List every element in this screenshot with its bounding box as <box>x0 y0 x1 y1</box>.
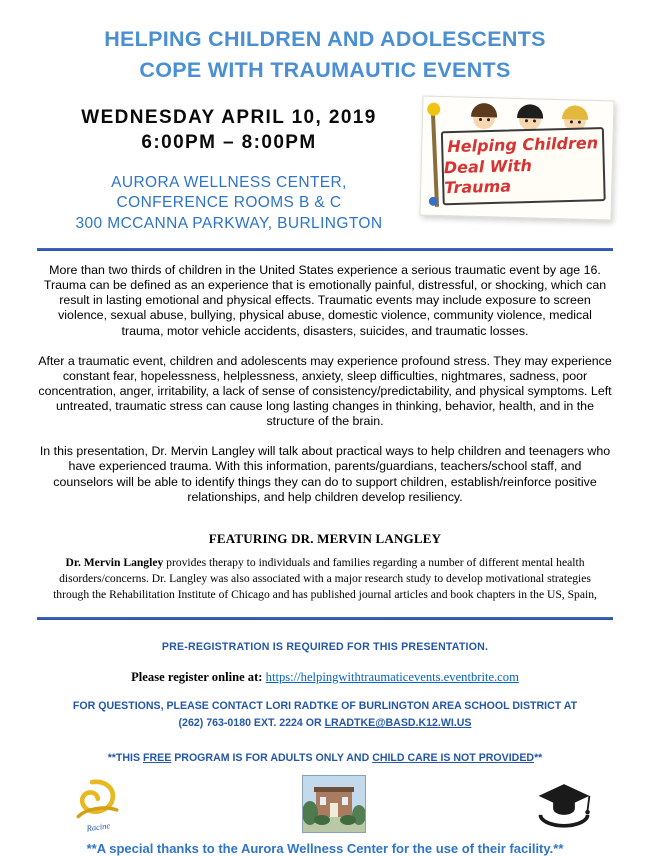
register-url-link[interactable]: https://helpingwithtraumaticevents.eventbrite.com <box>265 669 519 684</box>
sign-text-line-1: Helping Children <box>447 133 599 157</box>
speaker-name: Dr. Mervin Langley <box>65 555 164 569</box>
page-title <box>37 24 613 86</box>
free-note-prefix: **THIS <box>107 751 144 764</box>
hero-section <box>37 98 613 234</box>
clipart-sign <box>441 127 606 205</box>
questions-line-1: FOR QUESTIONS, PLEASE CONTACT LORI RADTKE OF BURLINGTON AREA SCHOOL DISTRICT AT <box>72 699 578 712</box>
questions-block <box>37 698 613 733</box>
sign-text-line-2: Deal With Trauma <box>443 155 533 198</box>
event-date: WEDNESDAY APRIL 10, 2019 <box>81 107 377 129</box>
venue-line-2: CONFERENCE ROOMS B & C <box>116 194 342 212</box>
top-divider <box>37 248 613 251</box>
event-details <box>37 98 421 234</box>
trauma-clipart-photo <box>419 96 614 221</box>
graduation-cap-icon <box>535 780 593 828</box>
child-hair <box>562 106 588 121</box>
cartoon-child-middle <box>519 108 542 131</box>
speaker-bio <box>37 555 613 603</box>
questions-line-2 <box>37 715 613 732</box>
free-program-note <box>37 752 613 764</box>
body-copy <box>37 263 613 505</box>
contact-email-link[interactable]: LRADTKE@BASD.K12.WI.US <box>324 717 472 730</box>
child-hair <box>471 103 497 118</box>
intro-paragraph: More than two thirds of children in the United States experience a serious traumatic event by age 16. Trauma can be defined as an experience that is emotionally painful, distressful, or shocking, which can result in lasting emotional and physical effects. Traumatic events may include exposure to screen violence, sexual abuse, bullying, physical abuse, domestic violence, community violence, medical trauma, motor vehicle accidents, disasters, suicides, and traumatic losses. <box>43 263 607 338</box>
racine-logo <box>53 770 136 837</box>
cartoon-child-left <box>473 107 496 130</box>
racine-swirl-icon <box>62 771 126 825</box>
free-word-underlined: FREE <box>143 751 172 764</box>
register-line <box>37 670 613 685</box>
yellow-ball-decoration <box>427 103 440 116</box>
childcare-underlined: CHILD CARE IS NOT PROVIDED <box>372 751 535 764</box>
preregistration-note: PRE-REGISTRATION IS REQUIRED FOR THIS PRESENTATION. <box>161 640 489 653</box>
child-hair <box>517 104 543 119</box>
featuring-heading: FEATURING DR. MERVIN LANGLEY <box>208 530 442 546</box>
sign-pole <box>431 111 439 207</box>
logos-row <box>37 775 613 833</box>
free-note-middle: PROGRAM IS FOR ADULTS ONLY AND <box>171 751 373 764</box>
building-photo <box>302 775 366 833</box>
venue-line-3: 300 MCCANNA PARKWAY, BURLINGTON <box>75 214 383 232</box>
register-label: Please register online at: <box>131 669 263 684</box>
racine-label: Racine <box>85 820 111 834</box>
phone-number: (262) 763-0180 EXT. 2224 OR <box>178 717 325 730</box>
free-note-suffix: ** <box>534 751 543 764</box>
speaker-bio-text: provides therapy to individuals and families regarding a number of different mental health disorders/concerns. Dr. Langley was also associated with a major research study to develop motivational strategies through the Rehabilitation Institute of Chicago and has published journal articles and book chapters in the US, Spain, <box>53 555 597 601</box>
title-line-1: HELPING CHILDREN AND ADOLESCENTS <box>104 27 546 51</box>
event-time: 6:00PM – 8:00PM <box>141 132 317 154</box>
presentation-paragraph: In this presentation, Dr. Mervin Langley will talk about practical ways to help children and teenagers who have experienced trauma. With this information, parents/guardians, teachers/school staff, and counselors will be able to identify things they can do to support children, establish/reinforce positive relationships, and help children develop resiliency. <box>39 444 611 504</box>
thanks-note: **A special thanks to the Aurora Wellness Center for the use of their facility.** <box>86 840 564 856</box>
bottom-divider <box>37 617 613 620</box>
stress-effects-paragraph: After a traumatic event, children and adolescents may experience profound stress. They may experience constant fear, hopelessness, helplessness, anxiety, sleep difficulties, nightmares, sadness, poor concentration, anger, irritability, a lack of sense of consistency/predictability, and physical symptoms. Left untreated, traumatic stress can cause long lasting changes in thinking, behavior, health, and in the structure of the brain. <box>38 353 612 429</box>
venue-line-1: AURORA WELLNESS CENTER, <box>111 173 347 191</box>
title-line-2: COPE WITH TRAUMAUTIC EVENTS <box>139 58 511 83</box>
event-venue <box>37 173 421 234</box>
